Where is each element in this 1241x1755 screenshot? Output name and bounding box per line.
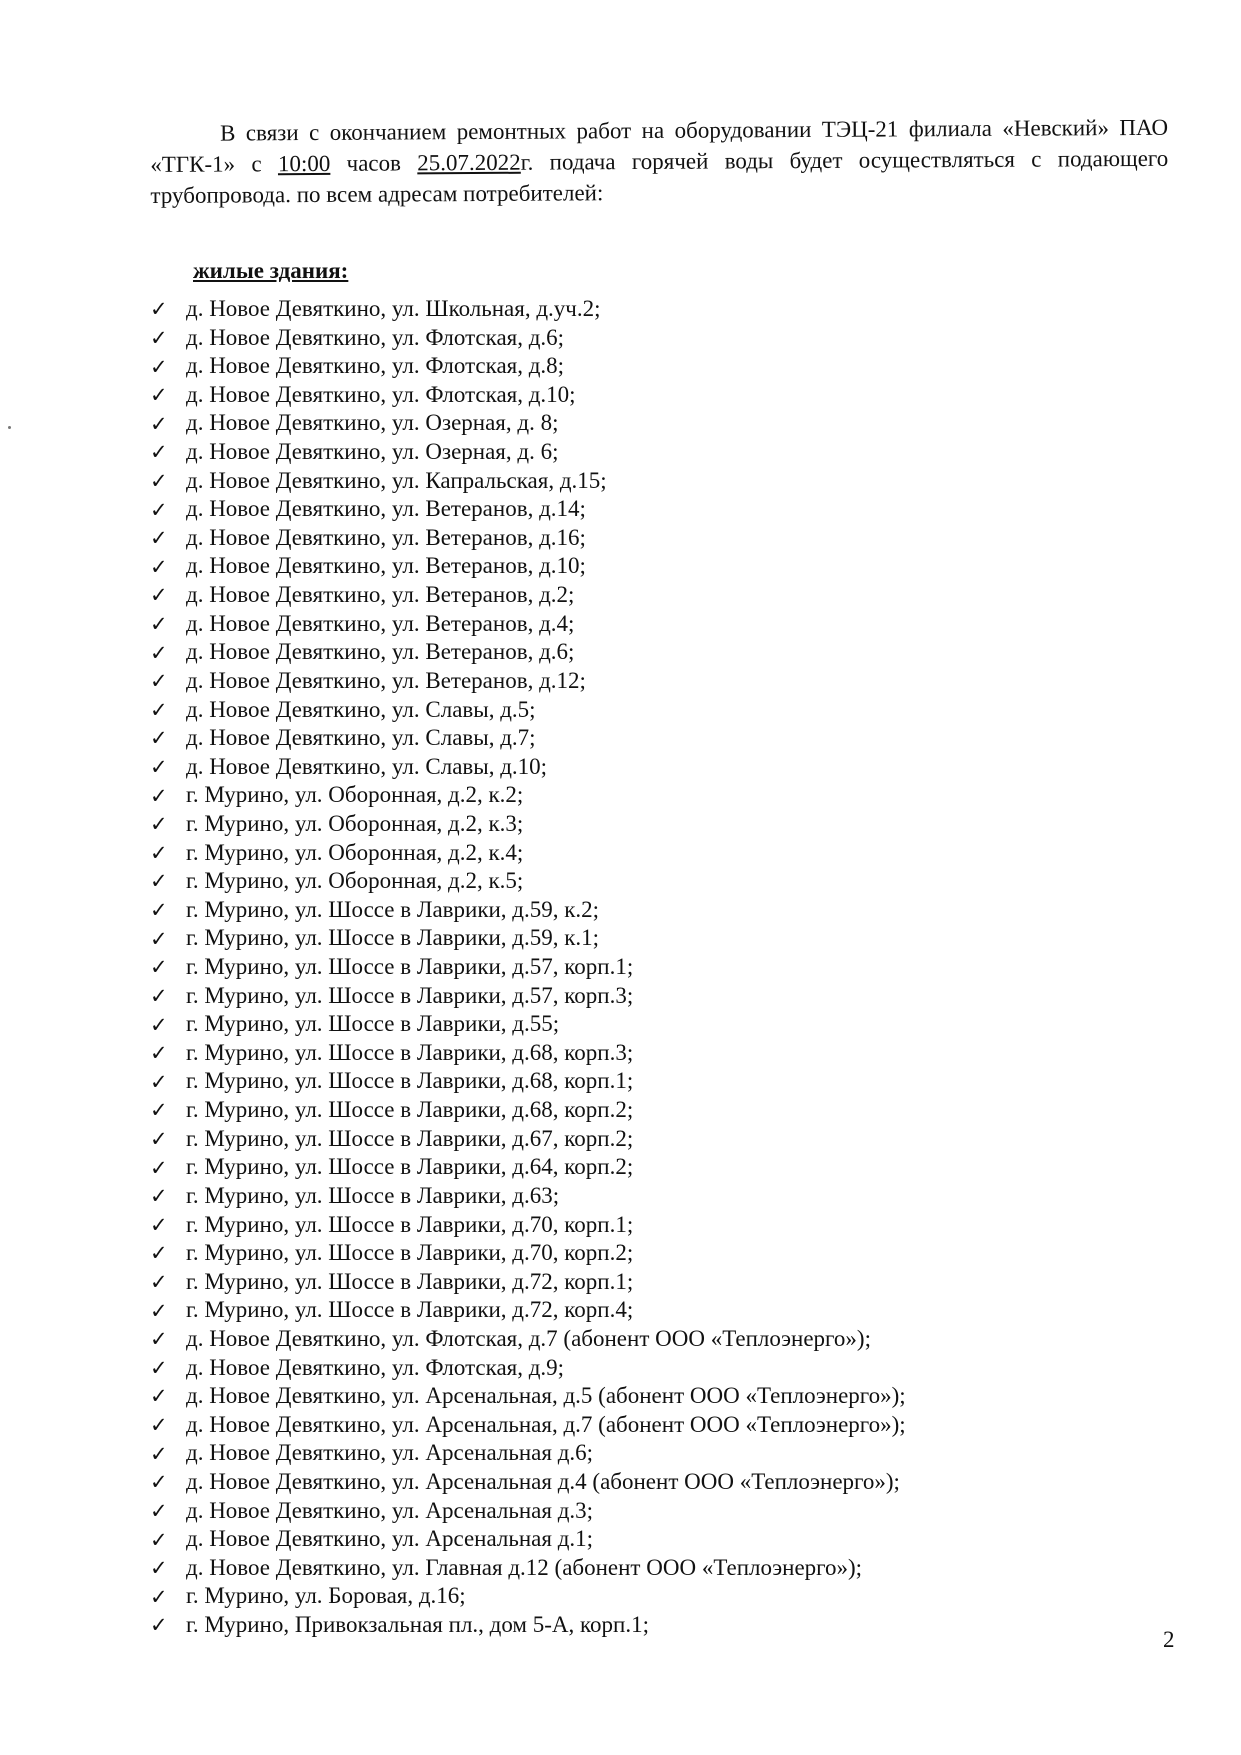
- list-item: [150, 953, 906, 982]
- list-item: [150, 581, 906, 610]
- check-icon: ✓: [150, 411, 168, 436]
- address-text: д. Новое Девяткино, ул. Арсенальная д.6;: [186, 1440, 594, 1466]
- check-icon: ✓: [150, 583, 168, 608]
- list-item: [150, 1582, 906, 1611]
- address-text: г. Мурино, ул. Шоссе в Лаврики, д.59, к.2;: [186, 896, 600, 922]
- address-text: д. Новое Девяткино, ул. Озерная, д. 8;: [186, 410, 559, 436]
- check-icon: ✓: [150, 1584, 168, 1609]
- check-icon: ✓: [150, 1556, 168, 1581]
- check-icon: ✓: [150, 297, 168, 322]
- check-icon: ✓: [150, 383, 168, 408]
- check-icon: ✓: [150, 640, 168, 665]
- address-text: г. Мурино, ул. Оборонная, д.2, к.2;: [186, 782, 524, 808]
- list-item: [150, 1182, 906, 1211]
- address-text: д. Новое Девяткино, ул. Флотская, д.10;: [186, 381, 576, 407]
- list-item: [150, 1525, 906, 1554]
- address-text: д. Новое Девяткино, ул. Флотская, д.9;: [186, 1354, 565, 1380]
- address-text: д. Новое Девяткино, ул. Славы, д.10;: [186, 753, 548, 779]
- check-icon: ✓: [150, 1241, 168, 1266]
- page-number: 2: [1163, 1627, 1175, 1652]
- address-text: г. Мурино, ул. Шоссе в Лаврики, д.57, корп.3;: [186, 982, 634, 1008]
- check-icon: ✓: [150, 926, 168, 951]
- check-icon: ✓: [150, 1355, 168, 1380]
- list-item: [150, 295, 906, 324]
- address-text: г. Мурино, ул. Шоссе в Лаврики, д.55;: [186, 1011, 560, 1037]
- address-text: д. Новое Девяткино, ул. Капральская, д.15;: [186, 467, 607, 493]
- list-item: [150, 839, 906, 868]
- list-item: [150, 1497, 906, 1526]
- list-item: [150, 1611, 906, 1640]
- check-icon: ✓: [150, 783, 168, 808]
- list-item: [150, 352, 906, 381]
- list-item: [150, 1239, 906, 1268]
- check-icon: ✓: [150, 526, 168, 551]
- address-text: д. Новое Девяткино, ул. Озерная, д. 6;: [186, 439, 559, 465]
- check-icon: ✓: [150, 1098, 168, 1123]
- address-text: д. Новое Девяткино, ул. Арсенальная, д.7 (абонент ООО «Теплоэнерго»);: [186, 1411, 906, 1437]
- address-text: д. Новое Девяткино, ул. Славы, д.7;: [186, 725, 536, 751]
- address-text: д. Новое Девяткино, ул. Флотская, д.8;: [186, 353, 565, 379]
- address-text: д. Новое Девяткино, ул. Ветеранов, д.14;: [186, 496, 586, 522]
- list-item: [150, 810, 906, 839]
- address-text: д. Новое Девяткино, ул. Ветеранов, д.12;: [186, 667, 586, 693]
- list-item: [150, 1125, 906, 1154]
- check-icon: ✓: [150, 1069, 168, 1094]
- address-text: д. Новое Девяткино, ул. Ветеранов, д.4;: [186, 610, 575, 636]
- check-icon: ✓: [150, 1527, 168, 1552]
- check-icon: ✓: [150, 497, 168, 522]
- address-text: г. Мурино, Привокзальная пл., дом 5-А, корп.1;: [186, 1612, 649, 1638]
- check-icon: ✓: [150, 554, 168, 579]
- address-text: д. Новое Девяткино, ул. Главная д.12 (абонент ООО «Теплоэнерго»);: [186, 1554, 863, 1580]
- check-icon: ✓: [150, 1298, 168, 1323]
- address-text: д. Новое Девяткино, ул. Школьная, д.уч.2;: [186, 296, 601, 321]
- address-text: г. Мурино, ул. Боровая, д.16;: [186, 1583, 466, 1609]
- address-text: д. Новое Девяткино, ул. Арсенальная д.3;: [186, 1497, 594, 1523]
- address-text: д. Новое Девяткино, ул. Славы, д.5;: [186, 696, 536, 722]
- check-icon: ✓: [150, 669, 168, 694]
- list-item: [150, 1039, 906, 1068]
- address-text: г. Мурино, ул. Шоссе в Лаврики, д.68, корп.3;: [186, 1039, 634, 1065]
- address-text: г. Мурино, ул. Шоссе в Лаврики, д.68, корп.1;: [186, 1068, 634, 1094]
- list-item: [150, 1468, 906, 1497]
- address-text: г. Мурино, ул. Шоссе в Лаврики, д.67, корп.2;: [186, 1125, 634, 1151]
- list-item: [150, 781, 906, 810]
- check-icon: ✓: [150, 325, 168, 350]
- address-text: д. Новое Девяткино, ул. Арсенальная, д.5 (абонент ООО «Теплоэнерго»);: [186, 1383, 906, 1409]
- list-item: [150, 524, 906, 553]
- address-text: г. Мурино, ул. Оборонная, д.2, к.4;: [186, 839, 524, 865]
- list-item: [150, 1325, 906, 1354]
- check-icon: ✓: [150, 1413, 168, 1438]
- list-item: [150, 867, 906, 896]
- address-text: д. Новое Девяткино, ул. Арсенальная д.1;: [186, 1526, 594, 1552]
- address-list: [150, 295, 906, 1640]
- check-icon: ✓: [150, 1470, 168, 1495]
- check-icon: ✓: [150, 354, 168, 379]
- list-item: [150, 495, 906, 524]
- list-item: [150, 324, 906, 353]
- check-icon: ✓: [150, 1041, 168, 1066]
- list-item: [150, 1096, 906, 1125]
- check-icon: ✓: [150, 1212, 168, 1237]
- address-text: д. Новое Девяткино, ул. Ветеранов, д.6;: [186, 639, 575, 665]
- list-item: [150, 1010, 906, 1039]
- list-item: [150, 982, 906, 1011]
- list-item: [150, 696, 906, 725]
- check-icon: ✓: [150, 983, 168, 1008]
- list-item: [150, 667, 906, 696]
- check-icon: ✓: [150, 1126, 168, 1151]
- list-item: [150, 1554, 906, 1583]
- list-item: [150, 409, 906, 438]
- address-text: г. Мурино, ул. Оборонная, д.2, к.5;: [186, 868, 524, 894]
- address-text: г. Мурино, ул. Шоссе в Лаврики, д.59, к.1;: [186, 925, 600, 951]
- check-icon: ✓: [150, 612, 168, 636]
- check-icon: ✓: [150, 1613, 168, 1638]
- list-item: [150, 1153, 906, 1182]
- list-item: [150, 638, 906, 667]
- address-text: д. Новое Девяткино, ул. Флотская, д.6;: [186, 324, 565, 350]
- intro-date: 25.07.2022: [417, 149, 521, 176]
- list-item: [150, 924, 906, 953]
- check-icon: ✓: [150, 812, 168, 837]
- check-icon: ✓: [150, 1012, 168, 1037]
- list-item: [150, 1268, 906, 1297]
- section-heading: жилые здания:: [193, 258, 349, 283]
- list-item: [150, 467, 906, 496]
- address-text: г. Мурино, ул. Шоссе в Лаврики, д.70, корп.2;: [186, 1240, 634, 1266]
- address-text: д. Новое Девяткино, ул. Ветеранов, д.2;: [186, 582, 575, 608]
- check-icon: ✓: [150, 1184, 168, 1209]
- list-item: [150, 1354, 906, 1383]
- intro-text: [150, 112, 1169, 211]
- list-item: [150, 1296, 906, 1325]
- intro-paragraph: [150, 112, 1169, 211]
- intro-text-b: часов: [330, 150, 418, 176]
- check-icon: ✓: [150, 955, 168, 980]
- list-item: [150, 1439, 906, 1468]
- address-text: д. Новое Девяткино, ул. Ветеранов, д.10;: [186, 553, 586, 579]
- check-icon: ✓: [150, 1270, 168, 1295]
- list-item: [150, 610, 906, 639]
- check-icon: ✓: [150, 755, 168, 780]
- check-icon: ✓: [150, 898, 168, 923]
- check-icon: ✓: [150, 840, 168, 865]
- address-text: г. Мурино, ул. Шоссе в Лаврики, д.68, корп.2;: [186, 1097, 634, 1123]
- list-item: [150, 1067, 906, 1096]
- check-icon: ✓: [150, 440, 168, 465]
- address-text: д. Новое Девяткино, ул. Арсенальная д.4 (абонент ООО «Теплоэнерго»);: [186, 1468, 900, 1494]
- address-text: г. Мурино, ул. Шоссе в Лаврики, д.57, корп.1;: [186, 954, 634, 980]
- address-text: г. Мурино, ул. Шоссе в Лаврики, д.63;: [186, 1182, 560, 1208]
- check-icon: ✓: [150, 468, 168, 493]
- list-item: [150, 552, 906, 581]
- address-text: г. Мурино, ул. Шоссе в Лаврики, д.70, корп.1;: [186, 1211, 634, 1237]
- list-item: [150, 438, 906, 467]
- list-item: [150, 1411, 906, 1440]
- check-icon: ✓: [150, 697, 168, 722]
- intro-time: 10:00: [277, 150, 331, 177]
- check-icon: ✓: [150, 726, 168, 751]
- list-item: [150, 896, 906, 925]
- check-icon: ✓: [150, 1327, 168, 1352]
- scan-speck: [8, 426, 11, 429]
- list-item: [150, 753, 906, 782]
- address-text: д. Новое Девяткино, ул. Ветеранов, д.16;: [186, 524, 586, 550]
- address-text: г. Мурино, ул. Оборонная, д.2, к.3;: [186, 810, 524, 836]
- list-item: [150, 724, 906, 753]
- intro-text-c: г. подача горячей воды будет осуществляться с подающего трубопровода. по всем адресам потребителей:: [150, 145, 1169, 208]
- list-item: [150, 1211, 906, 1240]
- check-icon: ✓: [150, 1384, 168, 1409]
- address-text: г. Мурино, ул. Шоссе в Лаврики, д.72, корп.1;: [186, 1268, 634, 1294]
- intro-text-a: В связи с окончанием ремонтных работ на оборудовании ТЭЦ-21 филиала «Невский» ПАО «ТГК-1» с: [150, 114, 1169, 177]
- list-item: [150, 381, 906, 410]
- address-text: г. Мурино, ул. Шоссе в Лаврики, д.72, корп.4;: [186, 1297, 634, 1323]
- address-text: г. Мурино, ул. Шоссе в Лаврики, д.64, корп.2;: [186, 1154, 634, 1180]
- list-item: [150, 1382, 906, 1411]
- check-icon: ✓: [150, 869, 168, 894]
- check-icon: ✓: [150, 1441, 168, 1466]
- check-icon: ✓: [150, 1155, 168, 1180]
- check-icon: ✓: [150, 1498, 168, 1523]
- address-text: д. Новое Девяткино, ул. Флотская, д.7 (абонент ООО «Теплоэнерго»);: [186, 1325, 871, 1351]
